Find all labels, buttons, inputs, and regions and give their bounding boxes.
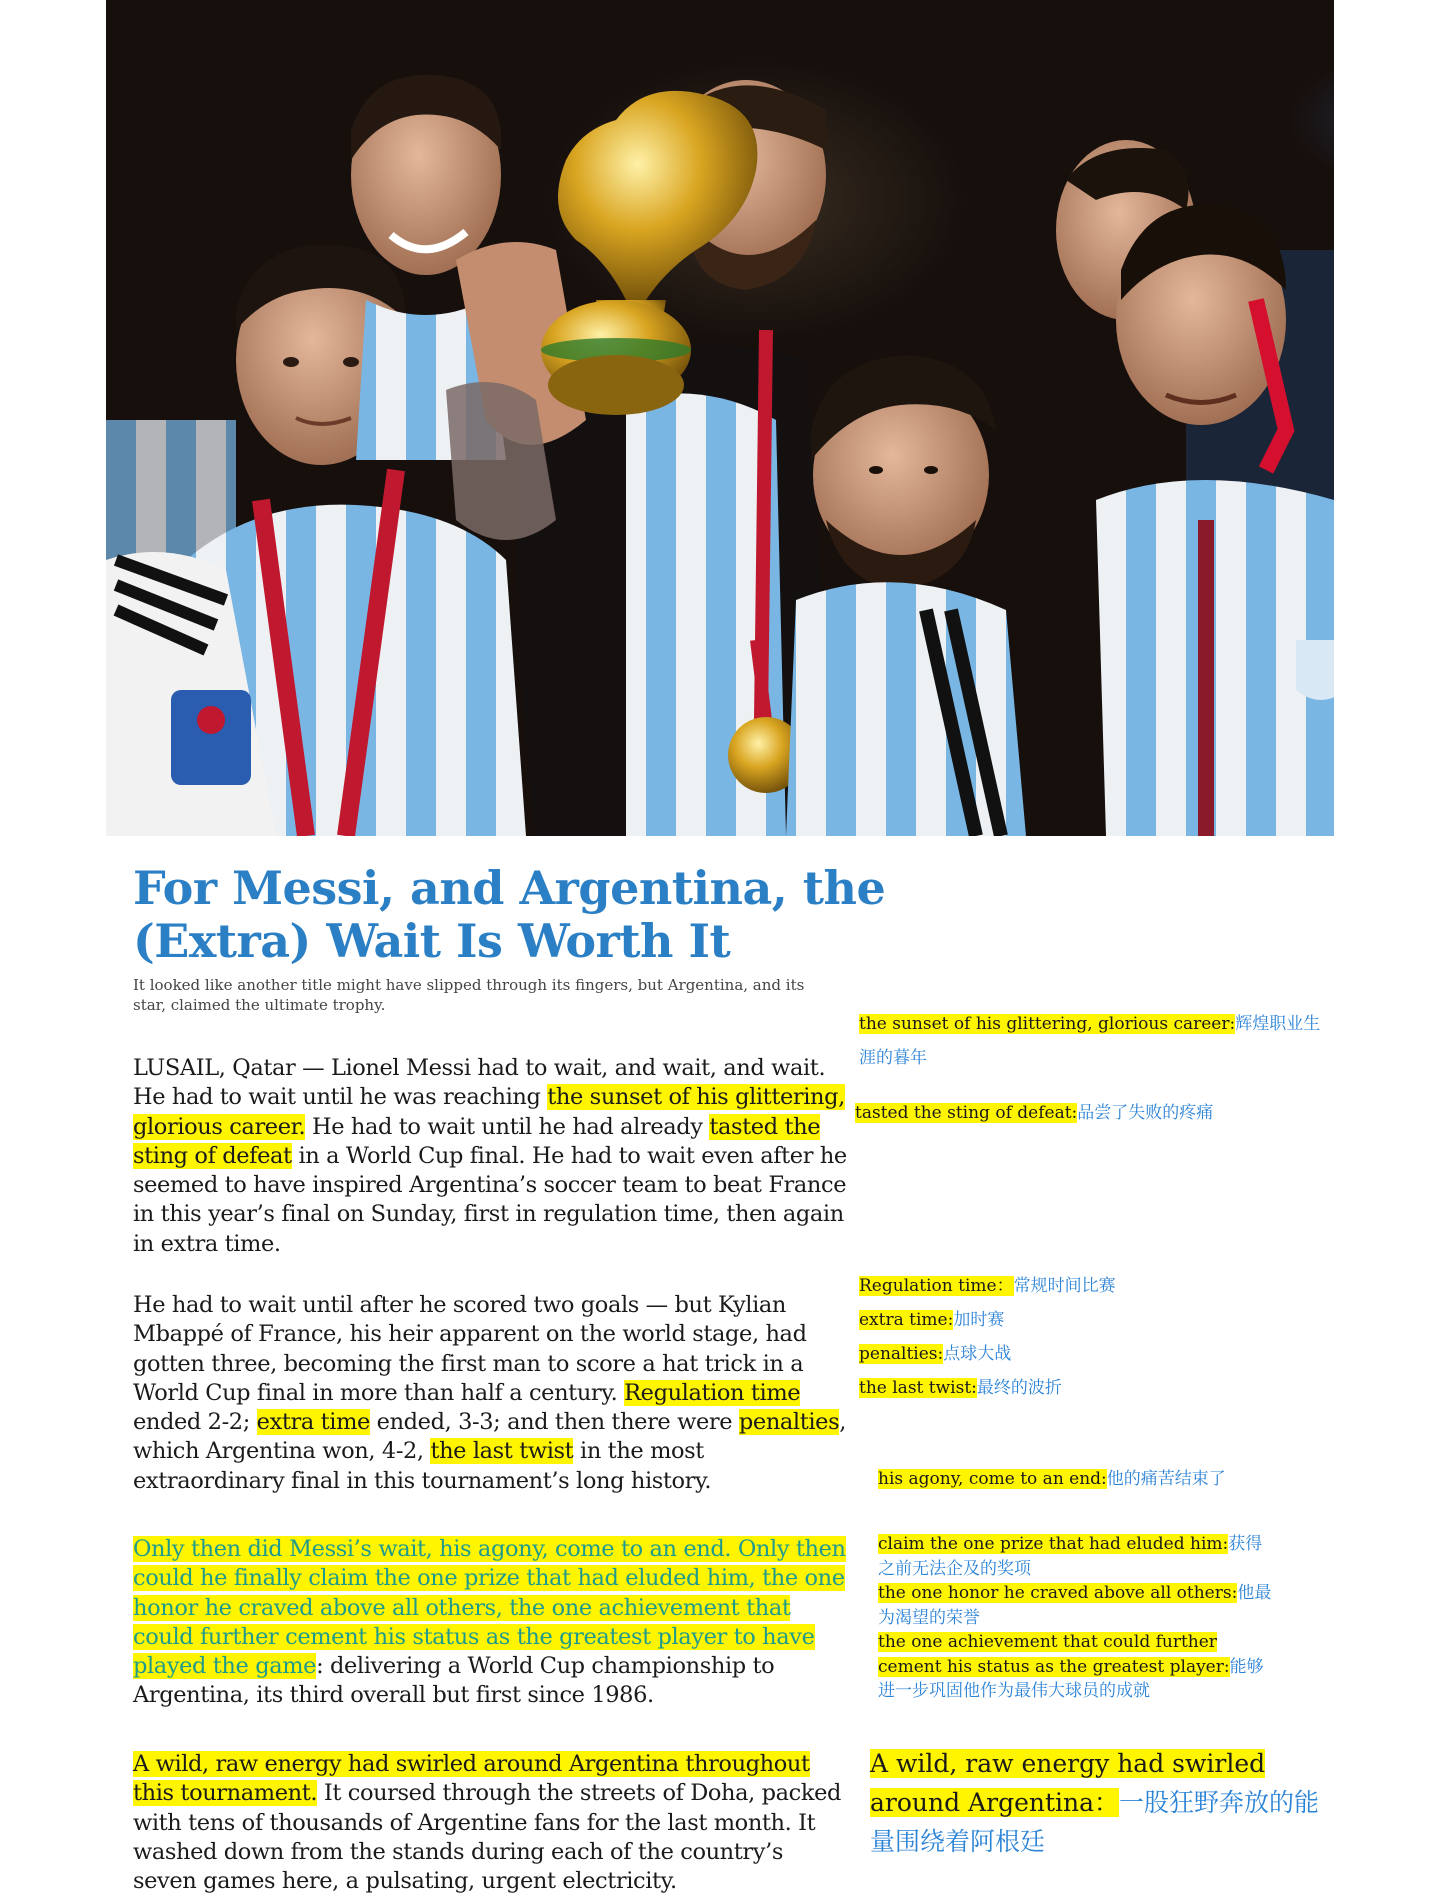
note-sunset: [859, 1007, 1321, 1075]
note-sunset-zh: 辉煌职业生涯的暮年: [859, 1014, 1321, 1068]
p2-text-e: in the most extraordinary final in this tournament’s long history.: [133, 1438, 712, 1494]
article-paragraph-4: [133, 1750, 849, 1896]
p1-highlight-2: tasted the sting of defeat: [133, 1113, 821, 1169]
note-agony-en: his agony, come to an end:: [878, 1469, 1107, 1489]
note-prize-zh: 他最为渴望的荣誉: [878, 1583, 1272, 1628]
note-sting: [855, 1096, 1295, 1130]
p3-text-b: : delivering a World Cup championship to Argentina, its third overall but first since 1986.: [133, 1653, 775, 1709]
note-term-zh: 最终的波折: [976, 1378, 1062, 1398]
note-term-item: [859, 1371, 1319, 1405]
note-sting-zh: 品尝了失败的疼痛: [1077, 1103, 1214, 1123]
p4-highlight-1: A wild, raw energy had swirled around Argentina throughout this tournament.: [133, 1751, 810, 1807]
note-term-item: [859, 1337, 1319, 1371]
p2-highlight-4: the last twist: [430, 1438, 574, 1465]
note-term-en: penalties:: [859, 1344, 944, 1364]
note-wild-energy-zh: 一股狂野奔放的能量围绕着阿根廷: [870, 1788, 1320, 1856]
note-terms-list: [859, 1269, 1319, 1405]
note-prize-en: the one honor he craved above all others:: [878, 1583, 1238, 1603]
sleeve-badge-icon: [171, 690, 251, 785]
note-term-zh: 常规时间比赛: [1013, 1276, 1116, 1296]
note-wild-energy-en: A wild, raw energy had swirled around Argentina：: [870, 1749, 1266, 1817]
note-sunset-en: the sunset of his glittering, glorious career:: [859, 1014, 1236, 1034]
p2-highlight-2: extra time: [256, 1409, 370, 1436]
hero-photo: [106, 0, 1334, 836]
note-prize-item: [878, 1532, 1278, 1581]
p1-highlight-1: the sunset of his glittering, glorious career.: [133, 1084, 845, 1140]
p2-highlight-3: penalties: [738, 1409, 840, 1436]
article-paragraph-3: [133, 1535, 849, 1711]
note-term-item: [859, 1303, 1319, 1337]
article-title: For Messi, and Argentina, the (Extra) Wait Is Worth It: [133, 861, 886, 968]
note-prize-en: claim the one prize that had eluded him:: [878, 1534, 1229, 1554]
p2-text-a: He had to wait until after he scored two goals — but Kylian Mbappé of France, his heir apparent on the world stage, had gotten three, becoming the first man to score a hat trick in a World Cup final in more than half a century.: [133, 1292, 807, 1406]
p4-text-b: It coursed through the streets of Doha, packed with tens of thousands of Argentine fans for the last month. It washed down from the stands during each of the country’s seven games here, a pulsating, urgent electricity.: [133, 1780, 842, 1895]
note-prize-list: [878, 1532, 1278, 1704]
note-prize-item: [878, 1581, 1278, 1630]
note-term-en: Regulation time：: [859, 1276, 1014, 1296]
article-paragraph-1: [133, 1054, 849, 1259]
p2-text-c: ended, 3-3; and then there were: [369, 1409, 739, 1436]
note-sting-en: tasted the sting of defeat:: [855, 1103, 1078, 1123]
note-agony-zh: 他的痛苦结束了: [1106, 1469, 1226, 1489]
note-term-item: [859, 1269, 1319, 1303]
afa-crest-icon: [1296, 640, 1334, 700]
note-prize-zh: 获得之前无法企及的奖项: [878, 1534, 1263, 1579]
note-term-en: extra time:: [859, 1310, 954, 1330]
article-paragraph-2: [133, 1291, 849, 1496]
p3-highlight-1: Only then did Messi’s wait, his agony, come to an end. Only then could he finally claim the one prize that had eluded him, the one honor he craved above all others, the one achievement that could further cement his status as the greatest player to have played the game: [133, 1536, 846, 1680]
p1-text-c: in a World Cup final. He had to wait even after he seemed to have inspired Argentina’s soccer team to beat France in this year’s final on Sunday, first in regulation time, then again in extra time.: [133, 1142, 847, 1257]
p2-text-b: ended 2-2;: [133, 1409, 257, 1436]
note-term-en: the last twist:: [859, 1378, 977, 1398]
note-term-zh: 加时赛: [953, 1310, 1005, 1330]
p1-text-a: LUSAIL, Qatar — Lionel Messi had to wait, and wait, and wait. He had to wait until he was reaching: [133, 1055, 826, 1111]
celebration-illustration: [106, 0, 1334, 836]
p1-text-b: He had to wait until he had already: [305, 1113, 710, 1140]
p2-text-d: , which Argentina won, 4-2,: [133, 1409, 846, 1465]
note-prize-zh: 能够进一步巩固他作为最伟大球员的成就: [878, 1656, 1264, 1701]
note-prize-en: the one achievement that could further cement his status as the greatest player:: [878, 1632, 1230, 1677]
note-wild-energy: [870, 1744, 1320, 1861]
p2-highlight-1: Regulation time: [624, 1379, 801, 1406]
note-agony: [878, 1462, 1278, 1496]
article-subtitle: It looked like another title might have slipped through its fingers, but Argentina, and its star, claimed the ultimate trophy.: [133, 976, 805, 1014]
note-prize-item: [878, 1630, 1278, 1704]
note-term-zh: 点球大战: [943, 1344, 1012, 1364]
